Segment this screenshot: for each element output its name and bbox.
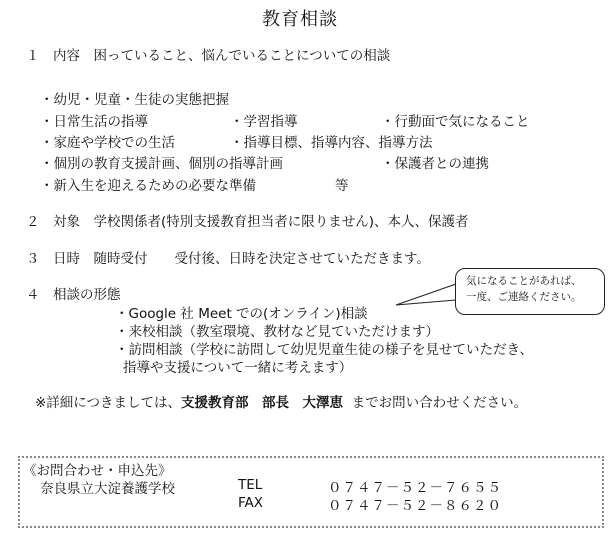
note-dept: 支援教育部 部長 大澤恵 xyxy=(181,395,344,411)
section-2-heading: ２ 対象 学校関係者(特別支援教育担当者に限りません)、本人、保護者 xyxy=(26,214,469,230)
page-title: 教育相談 xyxy=(262,9,338,30)
section-3-heading: ３ 日時 随時受付 受付後、日時を決定させていただきます。 xyxy=(26,251,430,267)
section-1-heading: １ 内容 困っていること、悩んでいることについての相談 xyxy=(26,48,391,64)
callout-bubble xyxy=(455,268,605,315)
list-item: ・新入生を迎えるための必要な準備 xyxy=(40,178,256,194)
contact-label: 《お問合わせ・申込先》 xyxy=(23,463,172,479)
callout-line-1: 気になることがあれば、 xyxy=(466,275,582,287)
list-item: 等 xyxy=(335,178,349,194)
contact-school: 奈良県立大淀養護学校 xyxy=(40,481,175,497)
list-item: 指導や支援について一緒に考えます） xyxy=(123,360,353,376)
list-item: ・指導目標、指導内容、指導方法 xyxy=(230,135,433,151)
list-item: ・来校相談（教室環境、教材など見ていただけます） xyxy=(115,324,439,340)
list-item: ・訪問相談（学校に訪問して幼児児童生徒の様子を見せていただき、 xyxy=(115,342,533,358)
section-4-heading: ４ 相談の形態 xyxy=(26,287,121,303)
note-prefix: ※詳細につきましては、 xyxy=(35,395,182,411)
fax-value: ０７４７－５２－８６２０ xyxy=(328,498,502,514)
tel-label: TEL xyxy=(238,477,263,493)
callout-line-2: 一度、ご連絡ください。 xyxy=(466,291,582,303)
list-item: ・日常生活の指導 xyxy=(40,114,148,130)
tel-value: ０７４７－５２－７６５５ xyxy=(328,480,502,496)
list-item: ・Google 社 Meet での(オンライン)相談 xyxy=(115,306,368,322)
list-item: ・保護者との連携 xyxy=(381,156,489,172)
list-item: ・学習指導 xyxy=(230,114,298,130)
list-item: ・行動面で気になること xyxy=(381,114,530,130)
list-item: ・個別の教育支援計画、個別の指導計画 xyxy=(40,156,283,172)
note-suffix: までお問い合わせください。 xyxy=(351,395,528,411)
list-item: ・家庭や学校での生活 xyxy=(40,135,175,151)
fax-label: FAX xyxy=(238,495,264,511)
list-item: ・幼児・児童・生徒の実態把握 xyxy=(40,92,229,108)
note xyxy=(35,391,527,411)
